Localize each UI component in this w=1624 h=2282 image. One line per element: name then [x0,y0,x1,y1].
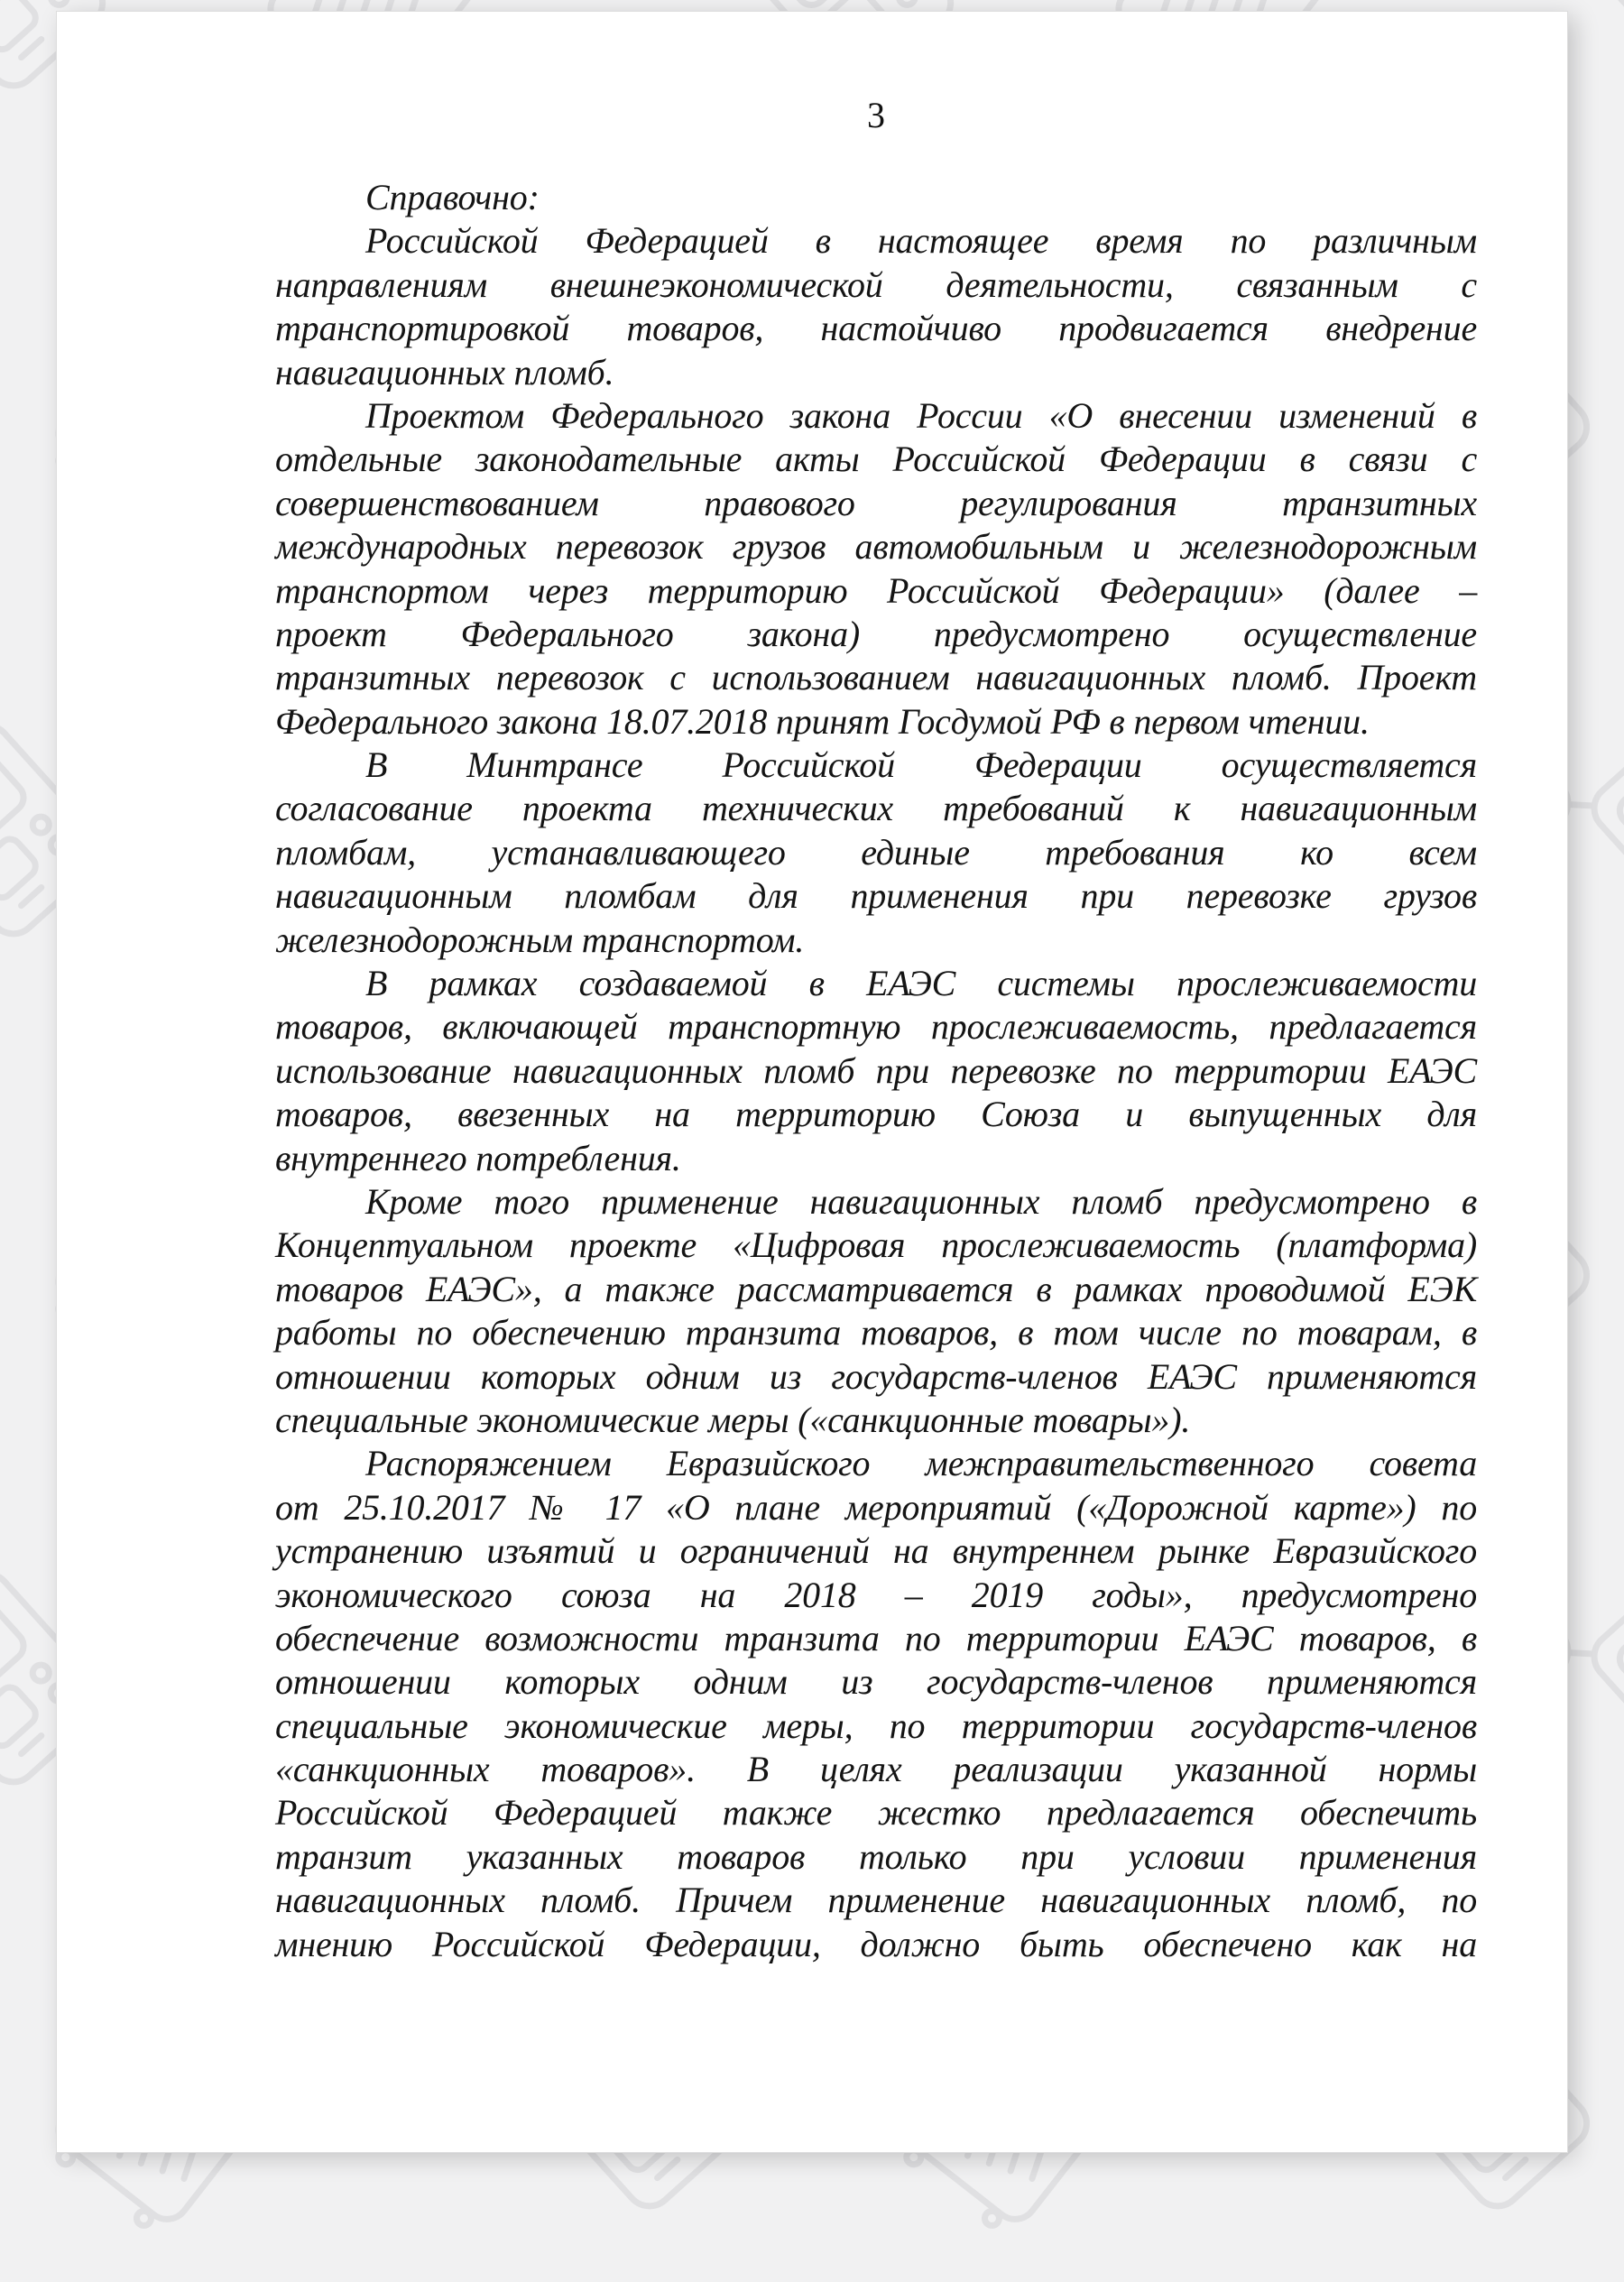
text-line: Кроме того применение навигационных пломб предусмотрено в [365,1180,1477,1222]
text-line: мнению Российской Федерации, должно быть обеспечено как на [275,1923,1477,1964]
text-line: товаров, включающей транспортную прослеживаемость, предлагается [275,1006,1477,1048]
document-page [57,12,1567,2152]
text-line: внутреннего потребления. [275,1137,681,1178]
paragraph [275,1442,1477,1966]
paragraph [275,219,1477,394]
paragraph [275,176,1477,219]
text-line: отдельные законодательные акты Российской Федерации в связи с [275,439,1477,480]
text-line: согласование проекта технических требований к навигационным [275,788,1477,829]
text-line: транспортом через территорию Российской Федерации» (далее – [275,569,1477,611]
paragraph [275,962,1477,1180]
text-line: направлениям внешнеэкономической деятельности, связанным с [275,263,1477,305]
text-line: транспортировкой товаров, настойчиво продвигается внедрение [275,308,1477,349]
text-line: международных перевозок грузов автомобильным и железнодорожным [275,526,1477,568]
text-line: Российской Федерацией также жестко предлагается обеспечить [275,1792,1477,1834]
text-line: В Минтрансе Российской Федерации осуществляется [365,744,1477,786]
text-line: транзит указанных товаров только при условии применения [275,1835,1477,1877]
text-line: экономического союза на 2018 – 2019 годы», предусмотрено [275,1574,1477,1615]
text-line: транзитных перевозок с использованием навигационных пломб. Проект [275,657,1477,698]
text-line: использование навигационных пломб при перевозке по территории ЕАЭС [275,1049,1477,1091]
text-line: специальные экономические меры («санкционные товары»). [275,1399,1191,1440]
text-line: Справочно: [365,177,540,217]
paragraph [275,744,1477,962]
text-line: отношении которых одним из государств-членов ЕАЭС применяются [275,1355,1477,1397]
document-text [275,176,1477,1966]
text-line: от 25.10.2017 № 17 «О плане мероприятий («Дорожной карте») по [275,1486,1477,1528]
text-line: работы по обеспечению транзита товаров, в том числе по товарам, в [275,1312,1477,1353]
text-line: навигационным пломбам для применения при перевозке грузов [275,875,1477,917]
text-line: пломбам, устанавливающего единые требования ко всем [275,831,1477,873]
text-line: «санкционных товаров». В целях реализации указанной нормы [275,1749,1477,1790]
text-line: устранению изъятий и ограничений на внутреннем рынке Евразийского [275,1530,1477,1572]
paragraph [275,1180,1477,1442]
text-line: Федерального закона 18.07.2018 принят Госдумой РФ в первом чтении. [275,700,1370,742]
text-line: проект Федерального закона) предусмотрено осуществление [275,613,1477,654]
paragraph [275,394,1477,744]
text-line: Российской Федерацией в настоящее время по различным [365,220,1477,262]
text-line: совершенствованием правового регулирования транзитных [275,482,1477,523]
text-line: товаров ЕАЭС», а также рассматривается в рамках проводимой ЕЭК [275,1268,1477,1309]
page-number: 3 [867,95,885,135]
text-line: Проектом Федерального закона России «О внесении изменений в [365,394,1477,436]
text-line: Распоряжением Евразийского межправительственного совета [365,1443,1477,1484]
text-line: специальные экономические меры, по территории государств-членов [275,1705,1477,1746]
text-line: товаров, ввезенных на территорию Союза и выпущенных для [275,1094,1477,1135]
text-line: обеспечение возможности транзита по территории ЕАЭС товаров, в [275,1617,1477,1658]
text-line: навигационных пломб. [275,351,614,393]
text-line: отношении которых одним из государств-членов применяются [275,1661,1477,1703]
text-line: Концептуальном проекте «Цифровая прослеживаемость (платформа) [275,1224,1477,1266]
text-line: навигационных пломб. Причем применение навигационных пломб, по [275,1880,1477,1921]
text-line: В рамках создаваемой в ЕАЭС системы прослеживаемости [365,963,1477,1004]
text-line: железнодорожным транспортом. [275,919,805,960]
